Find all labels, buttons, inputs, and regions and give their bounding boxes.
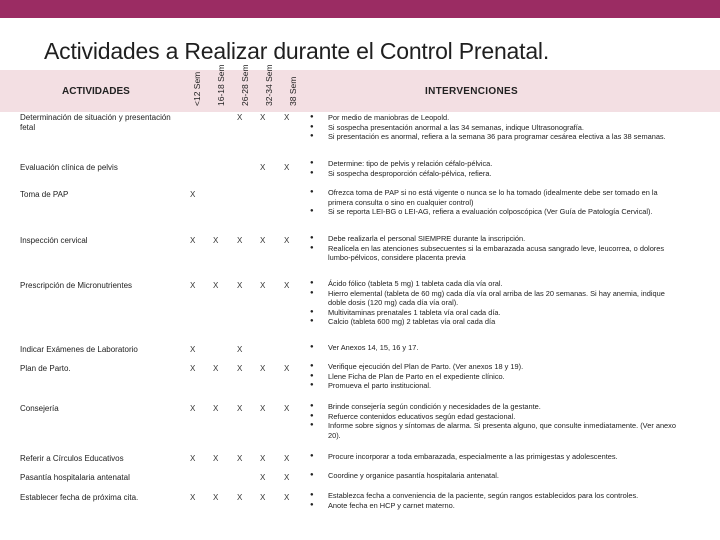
week-mark: X bbox=[284, 281, 290, 290]
week-mark: X bbox=[213, 404, 219, 413]
intervention-item: ● Si se reporta LEI-BG o LEI-AG, refiera a evaluación colposcópica (Ver Guía de Patología Cervical). bbox=[310, 207, 682, 217]
week-mark: X bbox=[260, 493, 266, 502]
intervention-list bbox=[310, 491, 682, 510]
week-mark: X bbox=[260, 454, 266, 463]
week-mark: X bbox=[213, 364, 219, 373]
intervention-item: ● Multivitaminas prenatales 1 tableta vía oral cada día. bbox=[310, 308, 682, 318]
intervention-item: ● Realícela en las atenciones subsecuentes si la embarazada acusa sangrado leve, leucorrea, o dolores lumbo-pélvicos, considere placenta previa bbox=[310, 244, 682, 263]
intervention-item: ● Ofrezca toma de PAP si no está vigente o nunca se lo ha tomado (idealmente debe ser tomado en la primera consulta o sino en cualquier control) bbox=[310, 188, 682, 207]
activity-label: Indicar Exámenes de Laboratorio bbox=[20, 345, 138, 354]
intervention-item: ● Si sospecha desproporción céfalo-pélvica, refiera. bbox=[310, 169, 682, 179]
intervention-item: ● Llene Ficha de Plan de Parto en el expediente clínico. bbox=[310, 372, 682, 382]
intervention-list bbox=[310, 402, 682, 440]
week-mark: X bbox=[190, 404, 196, 413]
week-mark: X bbox=[237, 345, 243, 354]
intervention-list bbox=[310, 188, 682, 217]
intervention-item: ● Anote fecha en HCP y carnet materno. bbox=[310, 501, 682, 511]
week-mark: X bbox=[237, 236, 243, 245]
week-mark: X bbox=[284, 163, 290, 172]
intervention-list bbox=[310, 159, 682, 178]
week-mark: X bbox=[284, 454, 290, 463]
intervention-item: ● Brinde consejería según condición y necesidades de la gestante. bbox=[310, 402, 682, 412]
activity-label: Consejería bbox=[20, 404, 59, 413]
week-mark: X bbox=[284, 493, 290, 502]
intervention-item: ● Procure incorporar a toda embarazada, especialmente a las primigestas y adolescentes. bbox=[310, 452, 682, 462]
intervention-list bbox=[310, 452, 682, 462]
page-title: Actividades a Realizar durante el Control Prenatal. bbox=[44, 38, 550, 64]
intervention-item: ● Ver Anexos 14, 15, 16 y 17. bbox=[310, 343, 682, 353]
week-mark: X bbox=[260, 236, 266, 245]
week-mark: X bbox=[284, 113, 290, 122]
week-mark: X bbox=[284, 364, 290, 373]
activity-label: Inspección cervical bbox=[20, 236, 88, 245]
activity-label: Determinación de situación y presentación fetal bbox=[20, 113, 171, 132]
intervention-item: ● Hierro elemental (tableta de 60 mg) cada día vía oral arriba de las 20 semanas. Si hay anemia, indique doble dosis (120 mg) cada día vía oral). bbox=[310, 289, 682, 308]
week-mark: X bbox=[190, 236, 196, 245]
intervention-item: ● Informe sobre signos y síntomas de alarma. Si presenta alguno, que consulte inmediatamente. (Ver anexo 20). bbox=[310, 421, 682, 440]
week-mark: X bbox=[190, 493, 196, 502]
week-header-12: <12 Sem bbox=[192, 71, 202, 106]
week-header-26-28: 26-28 Sem bbox=[240, 64, 250, 106]
week-mark: X bbox=[284, 236, 290, 245]
week-mark: X bbox=[237, 454, 243, 463]
week-mark: X bbox=[260, 113, 266, 122]
top-accent-band bbox=[0, 0, 720, 18]
interventions-column-header: INTERVENCIONES bbox=[425, 86, 518, 97]
activities-column-header: ACTIVIDADES bbox=[62, 86, 130, 97]
activity-label: Toma de PAP bbox=[20, 190, 69, 199]
week-mark: X bbox=[237, 364, 243, 373]
week-mark: X bbox=[213, 454, 219, 463]
intervention-item: ● Calcio (tableta 600 mg) 2 tabletas vía oral cada día bbox=[310, 317, 682, 327]
intervention-item: ● Si sospecha presentación anormal a las 34 semanas, indique Ultrasonografía. bbox=[310, 123, 682, 133]
week-header-38: 38 Sem bbox=[288, 76, 298, 106]
intervention-item: ● Coordine y organice pasantía hospitalaria antenatal. bbox=[310, 471, 682, 481]
week-mark: X bbox=[190, 345, 196, 354]
activity-label: Evaluación clínica de pelvis bbox=[20, 163, 118, 172]
week-mark: X bbox=[237, 493, 243, 502]
week-mark: X bbox=[190, 281, 196, 290]
week-mark: X bbox=[260, 364, 266, 373]
week-mark: X bbox=[237, 404, 243, 413]
intervention-item: ● Refuerce contenidos educativos según edad gestacional. bbox=[310, 412, 682, 422]
intervention-item: ● Por medio de maniobras de Leopold. bbox=[310, 113, 682, 123]
week-mark: X bbox=[213, 236, 219, 245]
intervention-item: ● Debe realizarla el personal SIEMPRE durante la inscripción. bbox=[310, 234, 682, 244]
week-mark: X bbox=[190, 454, 196, 463]
week-mark: X bbox=[213, 281, 219, 290]
week-mark: X bbox=[284, 404, 290, 413]
week-mark: X bbox=[237, 113, 243, 122]
intervention-item: ● Si presentación es anormal, refiera a la semana 36 para programar cesárea electiva a las 38 semanas. bbox=[310, 132, 682, 142]
week-mark: X bbox=[260, 404, 266, 413]
activity-label: Plan de Parto. bbox=[20, 364, 71, 373]
week-mark: X bbox=[260, 281, 266, 290]
week-header-16-18: 16-18 Sem bbox=[216, 64, 226, 106]
intervention-item: ● Ácido fólico (tableta 5 mg) 1 tableta cada día vía oral. bbox=[310, 279, 682, 289]
week-mark: X bbox=[284, 473, 290, 482]
activity-label: Referir a Círculos Educativos bbox=[20, 454, 124, 463]
intervention-list bbox=[310, 362, 682, 391]
week-mark: X bbox=[190, 364, 196, 373]
week-mark: X bbox=[213, 493, 219, 502]
intervention-list bbox=[310, 343, 682, 353]
week-mark: X bbox=[190, 190, 196, 199]
activity-label: Pasantía hospitalaria antenatal bbox=[20, 473, 130, 482]
intervention-list bbox=[310, 279, 682, 327]
intervention-item: ● Promueva el parto institucional. bbox=[310, 381, 682, 391]
intervention-list bbox=[310, 471, 682, 481]
intervention-list bbox=[310, 234, 682, 263]
week-header-32-34: 32-34 Sem bbox=[264, 64, 274, 106]
intervention-item: ● Establezca fecha a conveniencia de la paciente, según rangos establecidos para los controles. bbox=[310, 491, 682, 501]
intervention-item: ● Verifique ejecución del Plan de Parto. (Ver anexos 18 y 19). bbox=[310, 362, 682, 372]
intervention-item: ● Determine: tipo de pelvis y relación céfalo-pélvica. bbox=[310, 159, 682, 169]
intervention-list bbox=[310, 113, 682, 142]
week-mark: X bbox=[260, 473, 266, 482]
activity-label: Prescripción de Micronutrientes bbox=[20, 281, 133, 290]
week-mark: X bbox=[237, 281, 243, 290]
week-mark: X bbox=[260, 163, 266, 172]
activity-label: Establecer fecha de próxima cita. bbox=[20, 493, 139, 502]
